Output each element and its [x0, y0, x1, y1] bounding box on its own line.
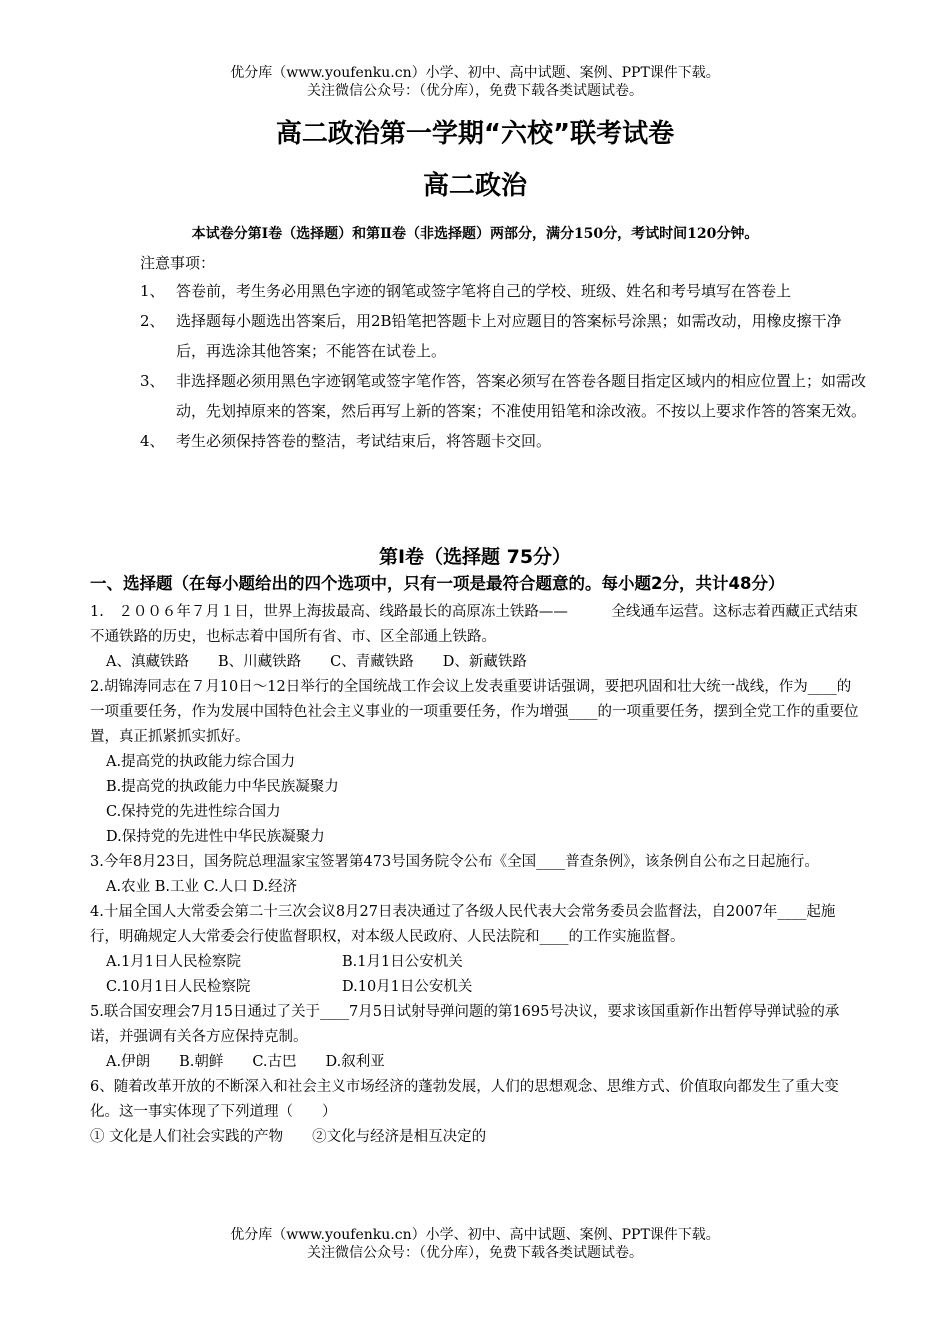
question-2-option-b: B.提高党的执政能力中华民族凝聚力: [106, 779, 339, 795]
note-item: [140, 426, 866, 456]
note-text: 答卷前，考生务必用黑色字迹的钢笔或签字笔将自己的学校、班级、姓名和考号填写在答卷上: [176, 282, 792, 300]
question-2-option-c: C.保持党的先进性综合国力: [106, 804, 281, 820]
page-footer: [0, 1226, 950, 1262]
page-header: [0, 64, 950, 100]
question-4-option-a: A.1月1日人民检察院: [106, 954, 242, 970]
question-3: 3.今年8月23日，国务院总理温家宝签署第473号国务院令公布《全国____普查条例》，该条例自公布之日起施行。: [90, 854, 819, 870]
exam-intro: 本试卷分第Ⅰ卷（选择题）和第Ⅱ卷（非选择题）两部分，满分150分，考试时间120分钟。: [191, 226, 759, 242]
note-number: 1、: [140, 282, 165, 300]
header-line-2: 关注微信公众号：（优分库），免费下载各类试题试卷。: [307, 83, 643, 99]
question-6-statements: ① 文化是人们社会实践的产物 ②文化与经济是相互决定的: [90, 1129, 487, 1145]
question-2: 2.胡锦涛同志在７月10日～12日举行的全国统战工作会议上发表重要讲话强调，要把巩固和壮大统一战线，作为____的一项重要任务，作为发展中国特色社会主义事业的一项重要任务，作为增强____的一项重要任务，摆到全党工作的重要位置，真正抓紧抓实抓好。: [90, 679, 859, 745]
question-4-option-c: C.10月1日人民检察院: [106, 979, 251, 995]
question-4-options-row-2: [90, 975, 860, 1000]
notes-list: [140, 276, 866, 456]
header-line-1: 优分库（www.youfenku.cn）小学、初中、高中试题、案例、PPT课件下载。: [230, 65, 720, 81]
question-6: 6、随着改革开放的不断深入和社会主义市场经济的蓬勃发展，人们的思想观念、思维方式、价值取向都发生了重大变化。这一事实体现了下列道理（ ）: [90, 1079, 839, 1120]
footer-line-2: 关注微信公众号：（优分库），免费下载各类试题试卷。: [307, 1245, 643, 1261]
note-item: [140, 276, 866, 306]
question-4-option-d: D.10月1日公安机关: [342, 979, 473, 995]
question-4: 4.十届全国人大常委会第二十三次会议8月27日表决通过了各级人民代表大会常务委员会监督法，自2007年____起施行，明确规定人大常委会行使监督职权，对本级人民政府、人民法院和____的工作实施监督。: [90, 904, 836, 945]
question-1: 1. ２００６年７月１日，世界上海拔最高、线路最长的高原冻土铁路—— 全线通车运营。这标志着西藏正式结束不通铁路的历史，也标志着中国所有省、市、区全部通上铁路。: [90, 604, 858, 645]
question-2-option-d: D.保持党的先进性中华民族凝聚力: [106, 829, 325, 845]
questions-area: [90, 572, 860, 1150]
note-item: [140, 306, 866, 366]
question-1-options: A、滇藏铁路 B、川藏铁路 C、青藏铁路 D、新藏铁路: [106, 654, 527, 670]
exam-subtitle: 高二政治: [422, 171, 527, 201]
question-2-option-a: A.提高党的执政能力综合国力: [106, 754, 296, 770]
note-text: 选择题每小题选出答案后，用2B铅笔把答题卡上对应题目的答案标号涂黑；如需改动，用橡皮擦干净后，再选涂其他答案；不能答在试卷上。: [176, 312, 842, 360]
note-number: 3、: [140, 372, 165, 390]
exam-title: 高二政治第一学期“六校”联考试卷: [275, 119, 675, 149]
section-2-title: 一、选择题（在每小题给出的四个选项中，只有一项是最符合题意的。每小题2分，共计48分）: [90, 574, 785, 593]
section-1-title: 第Ⅰ卷（选择题 75分）: [378, 546, 572, 568]
notes-heading: 注意事项：: [140, 254, 216, 272]
question-4-options-row-1: [90, 950, 860, 975]
question-5: 5.联合国安理会7月15日通过了关于____7月5日试射导弹问题的第1695号决议，要求该国重新作出暂停导弹试验的承诺，并强调有关各方应保持克制。: [90, 1004, 840, 1045]
question-5-options: A.伊朗 B.朝鲜 C.古巴 D.叙利亚: [106, 1054, 385, 1070]
question-3-options: A.农业 B.工业 C.人口 D.经济: [106, 879, 298, 895]
question-4-option-b: B.1月1日公安机关: [342, 954, 463, 970]
note-item: [140, 366, 866, 426]
note-number: 4、: [140, 432, 165, 450]
note-text: 非选择题必须用黑色字迹钢笔或签字笔作答，答案必须写在答卷各题目指定区域内的相应位置上；如需改动，先划掉原来的答案，然后再写上新的答案；不准使用铅笔和涂改液。不按以上要求作答的答案无效。: [176, 372, 867, 420]
footer-line-1: 优分库（www.youfenku.cn）小学、初中、高中试题、案例、PPT课件下载。: [230, 1227, 720, 1243]
note-text: 考生必须保持答卷的整洁，考试结束后，将答题卡交回。: [176, 432, 552, 450]
note-number: 2、: [140, 312, 165, 330]
